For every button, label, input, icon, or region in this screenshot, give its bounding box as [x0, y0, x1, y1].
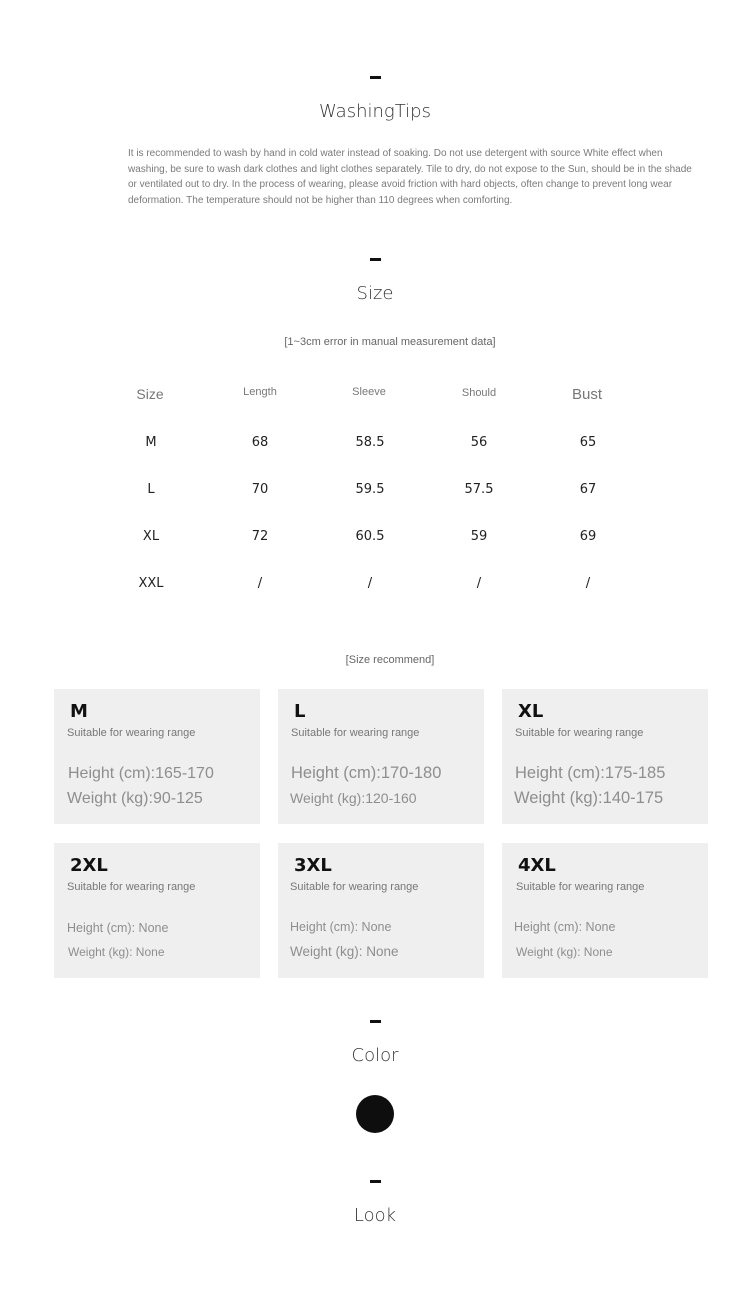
- table-header-size: Size: [136, 386, 164, 402]
- table-cell: 72: [251, 529, 269, 544]
- size-card-2xl: [54, 843, 260, 978]
- table-cell: M: [145, 435, 157, 450]
- card-subtitle: Suitable for wearing range: [290, 881, 419, 893]
- section-divider-size: [370, 258, 381, 261]
- table-cell: 70: [251, 482, 269, 497]
- card-weight: Weight (kg):90-125: [67, 790, 203, 807]
- card-height: Height (cm):175-185: [515, 764, 666, 782]
- card-size-label: L: [294, 701, 306, 722]
- table-cell: 56: [470, 435, 488, 450]
- size-card-l: [278, 689, 484, 824]
- card-size-label: 3XL: [294, 855, 332, 876]
- card-height: Height (cm): None: [514, 920, 616, 934]
- table-header-shoulder: Should: [461, 387, 497, 399]
- size-card-xl: [502, 689, 708, 824]
- table-cell: L: [147, 482, 155, 497]
- table-header-sleeve: Sleeve: [352, 386, 386, 398]
- card-subtitle: Suitable for wearing range: [516, 881, 645, 893]
- table-cell: 59.5: [355, 482, 385, 497]
- color-swatch-black[interactable]: [356, 1095, 394, 1133]
- color-title: Color: [351, 1045, 399, 1066]
- card-weight: Weight (kg):140-175: [514, 789, 664, 807]
- washing-tips-title: WashingTips: [319, 101, 431, 122]
- card-weight: Weight (kg): None: [290, 944, 399, 959]
- section-divider-color: [370, 1020, 381, 1023]
- card-weight: Weight (kg): None: [68, 945, 165, 959]
- table-cell: XL: [142, 529, 160, 544]
- table-cell: 57.5: [464, 482, 494, 497]
- table-cell: /: [476, 576, 482, 591]
- card-height: Height (cm): None: [67, 921, 169, 935]
- card-height: Height (cm):165-170: [68, 765, 214, 782]
- card-height: Height (cm):170-180: [291, 764, 442, 782]
- table-cell: 59: [470, 529, 488, 544]
- size-card-m: [54, 689, 260, 824]
- card-size-label: XL: [518, 701, 544, 722]
- table-cell: 67: [579, 482, 597, 497]
- table-cell: 60.5: [355, 529, 385, 544]
- look-title: Look: [353, 1205, 397, 1226]
- table-cell: /: [257, 576, 263, 591]
- card-size-label: 4XL: [518, 855, 556, 876]
- size-card-4xl: [502, 843, 708, 978]
- card-size-label: M: [70, 701, 88, 722]
- table-cell: 65: [579, 435, 597, 450]
- washing-tips-text: It is recommended to wash by hand in cold water instead of soaking. Do not use detergent with source White effect when washing, be sure to wash dark clothes and light clothes separately. Tile to dry, do not expose to the Sun, should be in the shade or ventilated out to dry. In the process of wearing, please avoid friction with hard objects, often change to prevent long wear deformation. The temperature should not be higher than 110 degrees when comforting.: [128, 148, 692, 206]
- card-weight: Weight (kg): None: [516, 945, 613, 959]
- section-divider-washing: [370, 76, 381, 79]
- table-cell: /: [585, 576, 591, 591]
- card-height: Height (cm): None: [290, 920, 392, 934]
- card-subtitle: Suitable for wearing range: [67, 881, 196, 893]
- card-subtitle: Suitable for wearing range: [291, 727, 420, 739]
- table-cell: 69: [579, 529, 597, 544]
- size-title: Size: [356, 283, 394, 304]
- table-cell: 68: [251, 435, 269, 450]
- card-subtitle: Suitable for wearing range: [515, 727, 644, 739]
- table-header-length: Length: [243, 386, 277, 398]
- section-divider-look: [370, 1180, 381, 1183]
- table-cell: /: [367, 576, 373, 591]
- measurement-note: [1~3cm error in manual measurement data]: [284, 336, 496, 348]
- table-cell: XXL: [138, 576, 164, 591]
- card-weight: Weight (kg):120-160: [290, 790, 417, 806]
- size-recommend-title: [Size recommend]: [345, 654, 435, 666]
- card-subtitle: Suitable for wearing range: [67, 727, 196, 739]
- table-header-bust: Bust: [571, 386, 602, 403]
- table-cell: 58.5: [355, 435, 385, 450]
- card-size-label: 2XL: [70, 855, 108, 876]
- size-card-3xl: [278, 843, 484, 978]
